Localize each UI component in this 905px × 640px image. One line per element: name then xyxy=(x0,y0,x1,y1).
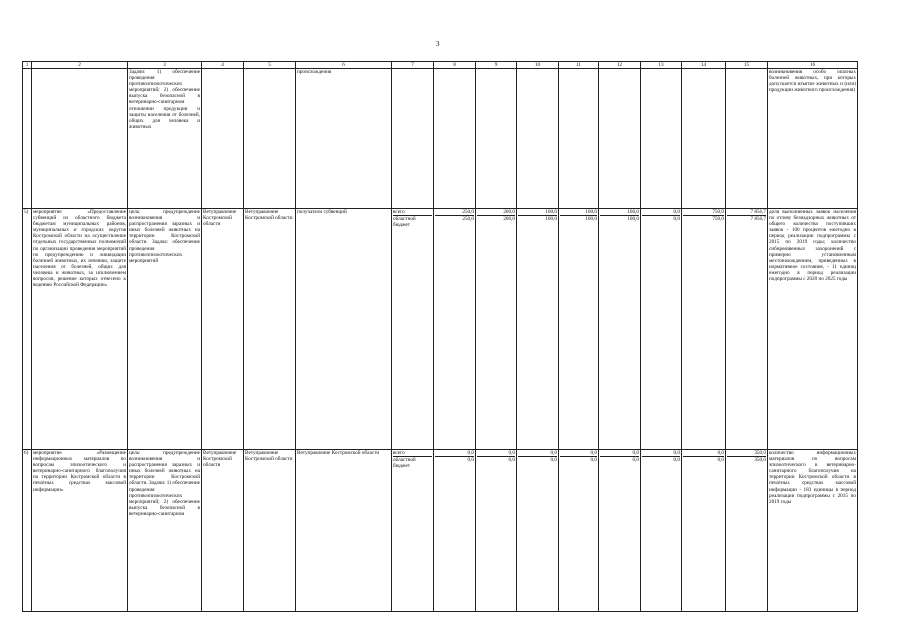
col-header: 2 xyxy=(32,62,128,69)
value-budget: 350,0 xyxy=(754,457,766,464)
cell xyxy=(392,69,434,209)
activity-cell: мероприятие «Предоставление субвенций из областного бюджета бюджетам муниципальных районов, муниципальных и городских округов Костромской области на осуществление отдельных государственных полномочий по организации проведения мероприятий по предупреждению и ликвидации болезней животных, их лечению, защите населения от болезней, общих для человека и животных, за исключением вопросов, решение которых отнесено к ведению Российской Федерации» xyxy=(32,209,128,450)
col-header: 12 xyxy=(599,62,641,69)
source-cell xyxy=(392,209,434,450)
value-budget: 100,0 xyxy=(545,216,557,223)
value-cell xyxy=(476,209,517,450)
source-total: всего xyxy=(393,450,432,457)
col-header: 16 xyxy=(768,62,858,69)
goal-cell: цель: предупреждение возникновения и распространения заразных и иных болезней животных на территории Костромской области. Задача: обеспечение проведения противоэпизоотических мероприятий xyxy=(128,209,202,450)
cell xyxy=(682,69,726,209)
value-total: 0,0 xyxy=(435,450,474,457)
table-row-5 xyxy=(23,209,858,450)
col-header: 3 xyxy=(128,62,202,69)
executor-cell: Ветуправление Костромской области xyxy=(202,209,244,450)
value-cell xyxy=(434,209,476,450)
col-header: 1 xyxy=(23,62,32,69)
value-total: 7 856,7 xyxy=(727,209,766,216)
value-total: 0,0 xyxy=(683,450,724,457)
value-total: 250,0 xyxy=(435,209,474,216)
page-number: 3 xyxy=(436,40,440,48)
value-budget: 250,0 xyxy=(462,216,474,223)
indicator-cell: доля выполненных заявок населения по отлову безнадзорных животных от общего количества поступивших заявок - 100 процентов ежегодно в период реализации подпрограммы с 2015 по 2019 годы; количество сибиреязвенных захоронений с примерно установленным местонахождением, приведенных в нормативное состояние, - 11 единиц ежегодно в период реализации подпрограммы с 2020 по 2025 годы xyxy=(768,209,858,450)
row-number: 6) xyxy=(23,450,32,612)
col-header: 6 xyxy=(296,62,392,69)
activity-cell: мероприятие «Размещение информационных материалов по вопросам эпизоотического и ветеринарно-санитарного благополучия на территории Костромской области в печатных средствах массовой информации» xyxy=(32,450,128,612)
value-budget: 7 856,7 xyxy=(750,216,766,223)
value-budget: 750,0 xyxy=(712,216,724,223)
value-budget: 0,0 xyxy=(673,216,680,223)
indicator-cell: количество информационных материалов по вопросам эпизоотического и ветеринарно-санитарного благополучия на территории Костромской области в печатных средствах массовой информации - 183 единицы в период реализации подпрограммы с 2015 по 2019 годы xyxy=(768,450,858,612)
source-cell xyxy=(392,450,434,612)
value-cell xyxy=(517,209,559,450)
responsible-cell: Ветуправление Костромской области xyxy=(244,450,296,612)
value-cell xyxy=(599,450,641,612)
value-total: 0,0 xyxy=(477,450,515,457)
col-header: 11 xyxy=(559,62,599,69)
value-budget: 100,0 xyxy=(627,216,639,223)
responsible-cell: Ветуправление Костромской области xyxy=(244,209,296,450)
cell xyxy=(517,69,559,209)
value-budget: 100,0 xyxy=(585,216,597,223)
executor-cell: Ветуправление Костромской области xyxy=(202,450,244,612)
cell xyxy=(32,69,128,209)
cell xyxy=(726,69,768,209)
value-total: 100,0 xyxy=(518,209,557,216)
recipient-cell: получатели субвенций xyxy=(296,209,392,450)
value-total: 0,0 xyxy=(518,450,557,457)
value-cell xyxy=(559,450,599,612)
value-cell xyxy=(726,209,768,450)
cell xyxy=(23,69,32,209)
value-cell xyxy=(682,209,726,450)
value-total: 0,0 xyxy=(642,450,680,457)
goal-cell: цель: предупреждение возникновения и распространения заразных и иных болезней животных на территории Костромской области. Задачи: 1) обеспечение проведения противоэпизоотических мероприятий; 2) обеспечение выпуска безопасной в ветеринарно-санитарном xyxy=(128,450,202,612)
col-header: 15 xyxy=(726,62,768,69)
source-total: всего xyxy=(393,209,432,216)
value-cell xyxy=(434,450,476,612)
value-total: 0,0 xyxy=(560,450,597,457)
table-row-6 xyxy=(23,450,858,612)
value-total: 0,0 xyxy=(642,209,680,216)
col-header: 7 xyxy=(392,62,434,69)
program-table xyxy=(22,61,858,612)
value-cell xyxy=(476,450,517,612)
goal-cell: Задачи: 1) обеспечение проведения противоэпизоотических мероприятий; 2) обеспечение выпуска безопасной в ветеринарно-санитарном отношении продукции и защиты населения от болезней, общих для человека и животных xyxy=(128,69,202,209)
value-total: 100,0 xyxy=(600,209,639,216)
col-header: 10 xyxy=(517,62,559,69)
value-budget: 0,0 xyxy=(632,457,639,464)
value-budget: 0,0 xyxy=(508,457,515,464)
source-budget: областной бюджет xyxy=(393,216,416,229)
cell xyxy=(434,69,476,209)
cell xyxy=(599,69,641,209)
col-header: 9 xyxy=(476,62,517,69)
value-total: 200,0 xyxy=(477,209,515,216)
recipient-cell: Ветуправление Костромской области xyxy=(296,450,392,612)
value-cell xyxy=(517,450,559,612)
indicator-cell: возникновения особо опасных болезней животных, при которых допускается изъятие животных и (или) продукции животного происхождения) xyxy=(768,69,858,209)
source-budget: областной бюджет xyxy=(393,457,416,470)
value-budget: 0,0 xyxy=(550,457,557,464)
value-budget: 200,0 xyxy=(503,216,515,223)
value-budget: 0,0 xyxy=(590,457,597,464)
value-total: 750,0 xyxy=(683,209,724,216)
value-cell xyxy=(559,209,599,450)
cell xyxy=(476,69,517,209)
col-header: 13 xyxy=(641,62,682,69)
value-cell xyxy=(682,450,726,612)
header-row xyxy=(23,62,858,69)
cell xyxy=(641,69,682,209)
value-budget: 0,0 xyxy=(717,457,724,464)
value-budget: 0,0 xyxy=(467,457,474,464)
recipient-cell: происхождения xyxy=(296,69,392,209)
value-cell xyxy=(599,209,641,450)
value-cell xyxy=(641,450,682,612)
col-header: 4 xyxy=(202,62,244,69)
col-header: 14 xyxy=(682,62,726,69)
cell xyxy=(559,69,599,209)
cell xyxy=(202,69,244,209)
cell xyxy=(244,69,296,209)
col-header: 8 xyxy=(434,62,476,69)
value-cell xyxy=(641,209,682,450)
row-number: 5) xyxy=(23,209,32,450)
value-total: 0,0 xyxy=(600,450,639,457)
value-budget: 0,0 xyxy=(673,457,680,464)
value-cell xyxy=(726,450,768,612)
value-total: 350,0 xyxy=(727,450,766,457)
value-total: 100,0 xyxy=(560,209,597,216)
col-header: 5 xyxy=(244,62,296,69)
table-row-continuation xyxy=(23,69,858,209)
